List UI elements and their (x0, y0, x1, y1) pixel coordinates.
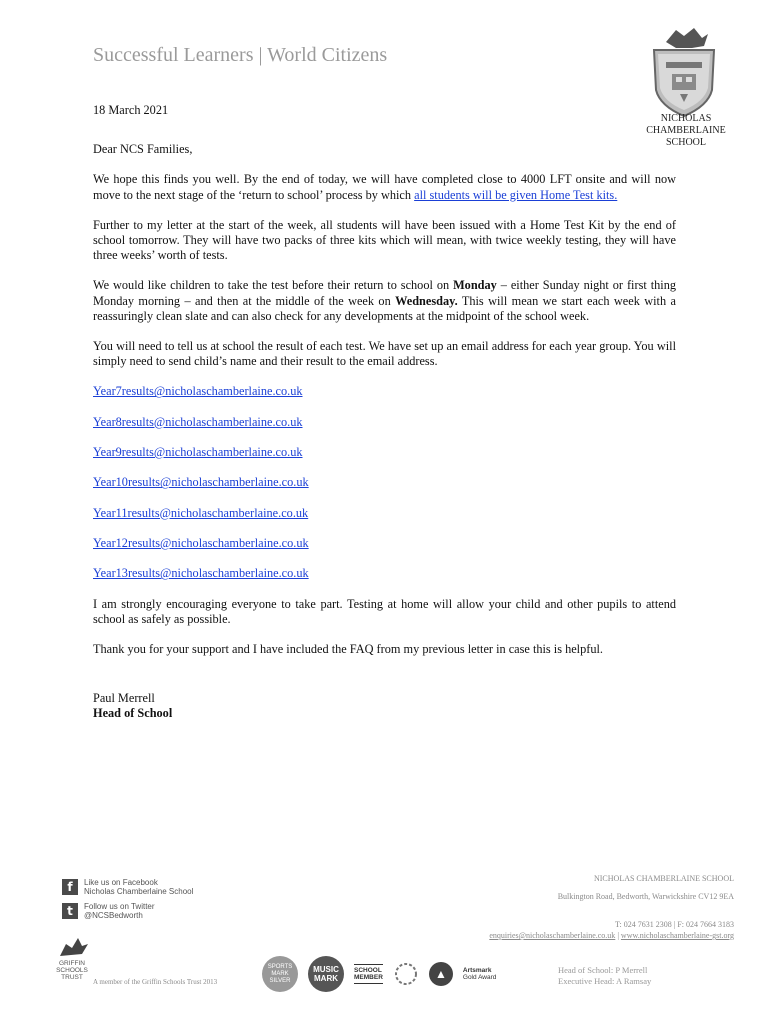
paragraph-5: I am strongly encouraging everyone to take part. Testing at home will allow your child and other pupils to attend school as safely as possible. (93, 596, 676, 626)
home-test-kits-link[interactable]: all students will be given Home Test kits. (414, 187, 618, 202)
footer-heads: Head of School: P Merrell Executive Head: A Ramsay (558, 965, 652, 986)
results-email-list (93, 384, 676, 581)
partner-circle-logo-icon (393, 961, 419, 987)
paragraph-4: You will need to tell us at school the result of each test. We have set up an email address for each year group. You will simply need to send child’s name and their result to the email address. (93, 339, 676, 369)
griffin-trust-logo-icon (56, 936, 90, 958)
signature-name: Paul Merrell (93, 691, 155, 706)
footer-school-name: NICHOLAS CHAMBERLAINE SCHOOL (593, 874, 734, 883)
letter-date: 18 March 2021 (93, 103, 169, 117)
year12-results-email-link[interactable]: Year12results@nicholaschamberlaine.co.uk (93, 535, 309, 550)
school-motto: Successful Learners | World Citizens (93, 44, 388, 66)
year8-results-email-link[interactable]: Year8results@nicholaschamberlaine.co.uk (93, 414, 303, 429)
signature-title: Head of School (93, 706, 173, 721)
griffin-trust-label: GRIFFIN SCHOOLS TRUST (56, 960, 88, 981)
paragraph-6: Thank you for your support and I have included the FAQ from my previous letter in case this is helpful. (93, 641, 603, 656)
paragraph-3: We would like children to take the test before their return to school on Monday – either Sunday night or first thing Monday morning – and then at the middle of the week on Wednesday. This will mean we start each week with a reassuringly clean slate and can also check for any developments at the midpoint of the school week. (93, 278, 676, 323)
accreditation-logos (262, 956, 496, 992)
sportsmark-logo: SPORTS MARK SILVER (262, 956, 298, 992)
year13-results-email-link[interactable]: Year13results@nicholaschamberlaine.co.uk (93, 566, 309, 581)
music-mark-logo: MUSIC MARK (308, 956, 344, 992)
footer-website-link[interactable]: www.nicholaschamberlaine-gst.org (620, 931, 734, 940)
year9-results-email-link[interactable]: Year9results@nicholaschamberlaine.co.uk (93, 445, 303, 460)
letter-footer (0, 860, 770, 1024)
salutation: Dear NCS Families, (93, 142, 193, 157)
twitter-follow[interactable]: t Follow us on Twitter @NCSBedworth (62, 902, 155, 920)
footer-address: Bulkington Road, Bedworth, Warwickshire CV12 9EA (557, 892, 734, 901)
facebook-follow[interactable]: f Like us on Facebook Nicholas Chamberlaine School (62, 878, 193, 896)
year11-results-email-link[interactable]: Year11results@nicholaschamberlaine.co.uk (93, 505, 309, 520)
letter-body (93, 103, 676, 722)
year7-results-email-link[interactable]: Year7results@nicholaschamberlaine.co.uk (93, 384, 303, 399)
signature-block (93, 691, 676, 721)
footer-contact: enquiries@nicholaschamberlaine.co.uk | www.nicholaschamberlaine-gst.org (489, 931, 734, 940)
facebook-icon: f (62, 879, 78, 895)
footer-phone-fax: T: 024 7631 2308 | F: 024 7664 3183 (615, 920, 734, 929)
school-member-logo: SCHOOL MEMBER (354, 964, 383, 984)
school-name-under-crest: NICHOLAS CHAMBERLAINE SCHOOL (646, 113, 726, 148)
footer-email-link[interactable]: enquiries@nicholaschamberlaine.co.uk (489, 931, 616, 940)
year10-results-email-link[interactable]: Year10results@nicholaschamberlaine.co.uk (93, 475, 309, 490)
twitter-icon: t (62, 903, 78, 919)
artsmark-icon: ▲ (429, 962, 453, 986)
paragraph-1: We hope this finds you well. By the end of today, we will have completed close to 4000 LFT onsite and will now move to the next stage of the ‘return to school’ process by which all students will be given Home Test kits. (93, 172, 676, 202)
artsmark-logo: Artsmark Gold Award (462, 967, 497, 981)
trust-member-note: A member of the Griffin Schools Trust 2013 (93, 978, 218, 986)
paragraph-2: Further to my letter at the start of the week, all students will have been issued with a Home Test Kit by the end of school tomorrow. They will have two packs of three kits which will mean, with twice weekly testing, they will have three weeks’ worth of tests. (93, 217, 676, 263)
